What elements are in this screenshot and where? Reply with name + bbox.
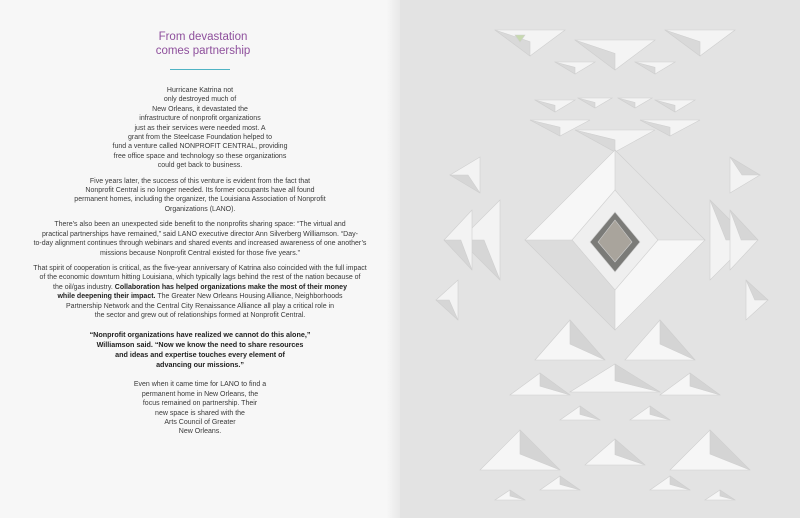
title-line: comes partnership (155, 45, 251, 57)
title-divider (170, 69, 230, 70)
text-line: fund a venture called NONPROFIT CENTRAL, providing (112, 143, 288, 151)
text-line: New Orleans, it devastated the (152, 105, 248, 113)
paragraph-two (0, 177, 400, 215)
text-line: grant from the Steelcase Foundation helped to (128, 134, 272, 142)
text-line: That spirit of cooperation is critical, as the five-year anniversary of Katrina also coincided with the full impact (33, 264, 367, 272)
text-line: Organizations (LANO). (164, 205, 236, 213)
pull-quote (0, 330, 400, 370)
text-line: Five years later, the success of this venture is evident from the fact that (89, 177, 311, 185)
text-line: new space is shared with the (155, 409, 245, 417)
text-line: permanent home in New Orleans, the (141, 390, 259, 398)
title-line: From devastation (158, 31, 248, 43)
text-line: focus remained on partnership. Their (142, 400, 258, 408)
text-line: There’s also been an unexpected side benefit to the nonprofits sharing space: “The virtual and (54, 221, 346, 229)
folded-paper-sculpture-image (400, 0, 800, 518)
text-line: New Orleans. (178, 428, 222, 436)
text-line: just as their services were needed most. A (134, 124, 266, 132)
paragraph-three (0, 220, 400, 258)
text-run: the oil/gas industry. (53, 283, 115, 291)
text-line: infrastructure of nonprofit organizations (139, 115, 261, 123)
text-line: free office space and technology so these organizations (113, 152, 287, 160)
quote-line: Williamson said. “Now we know the need to share resources (96, 340, 304, 350)
quote-line: advancing our missions.” (156, 360, 244, 370)
artwork-page (400, 0, 800, 518)
paragraph-four (0, 264, 400, 320)
closing-paragraph (0, 380, 400, 436)
text-line: Nonprofit Central is no longer needed. Its former occupants have all found (85, 187, 315, 195)
emphasis-text: while deepening their impact. (57, 293, 156, 301)
quote-line: and ideas and expertise touches every element of (115, 350, 285, 360)
text-line: to-day alignment continues through webinars and shared events and increased awareness of one another’s (33, 240, 367, 248)
text-run: The Greater New Orleans Housing Alliance, Neighborhoods (155, 293, 343, 301)
text-line: Even when it came time for LANO to find a (133, 381, 267, 389)
text-line: Hurricane Katrina not (166, 87, 234, 94)
text-line (0, 292, 400, 301)
text-line: of the economic downturn hitting Louisiana, which typically lags behind the rest of the nation because of (39, 274, 361, 282)
text-line: permanent homes, including the organizer, the Louisiana Association of Nonprofit (74, 196, 326, 204)
text-line: Partnership Network and the Central City Renaissance Alliance all play a critical role in (65, 302, 335, 310)
text-line: could get back to business. (157, 162, 243, 170)
text-line: the sector and grew out of relationships formed at Nonprofit Central. (94, 311, 306, 319)
text-line: only destroyed much of (163, 96, 237, 104)
text-line: practical partnerships have remained,” said LANO executive director Ann Silverberg Williamson. “Day- (42, 230, 358, 238)
emphasis-text: Collaboration has helped organizations make the most of their money (114, 283, 347, 291)
text-line: Arts Council of Greater (164, 418, 236, 426)
quote-line: “Nonprofit organizations have realized we cannot do this alone,” (89, 330, 311, 340)
text-line: missions because Nonprofit Central existed for those five years.” (100, 249, 300, 257)
intro-paragraph (0, 86, 400, 171)
article-title (6, 30, 400, 58)
text-line (0, 283, 400, 292)
